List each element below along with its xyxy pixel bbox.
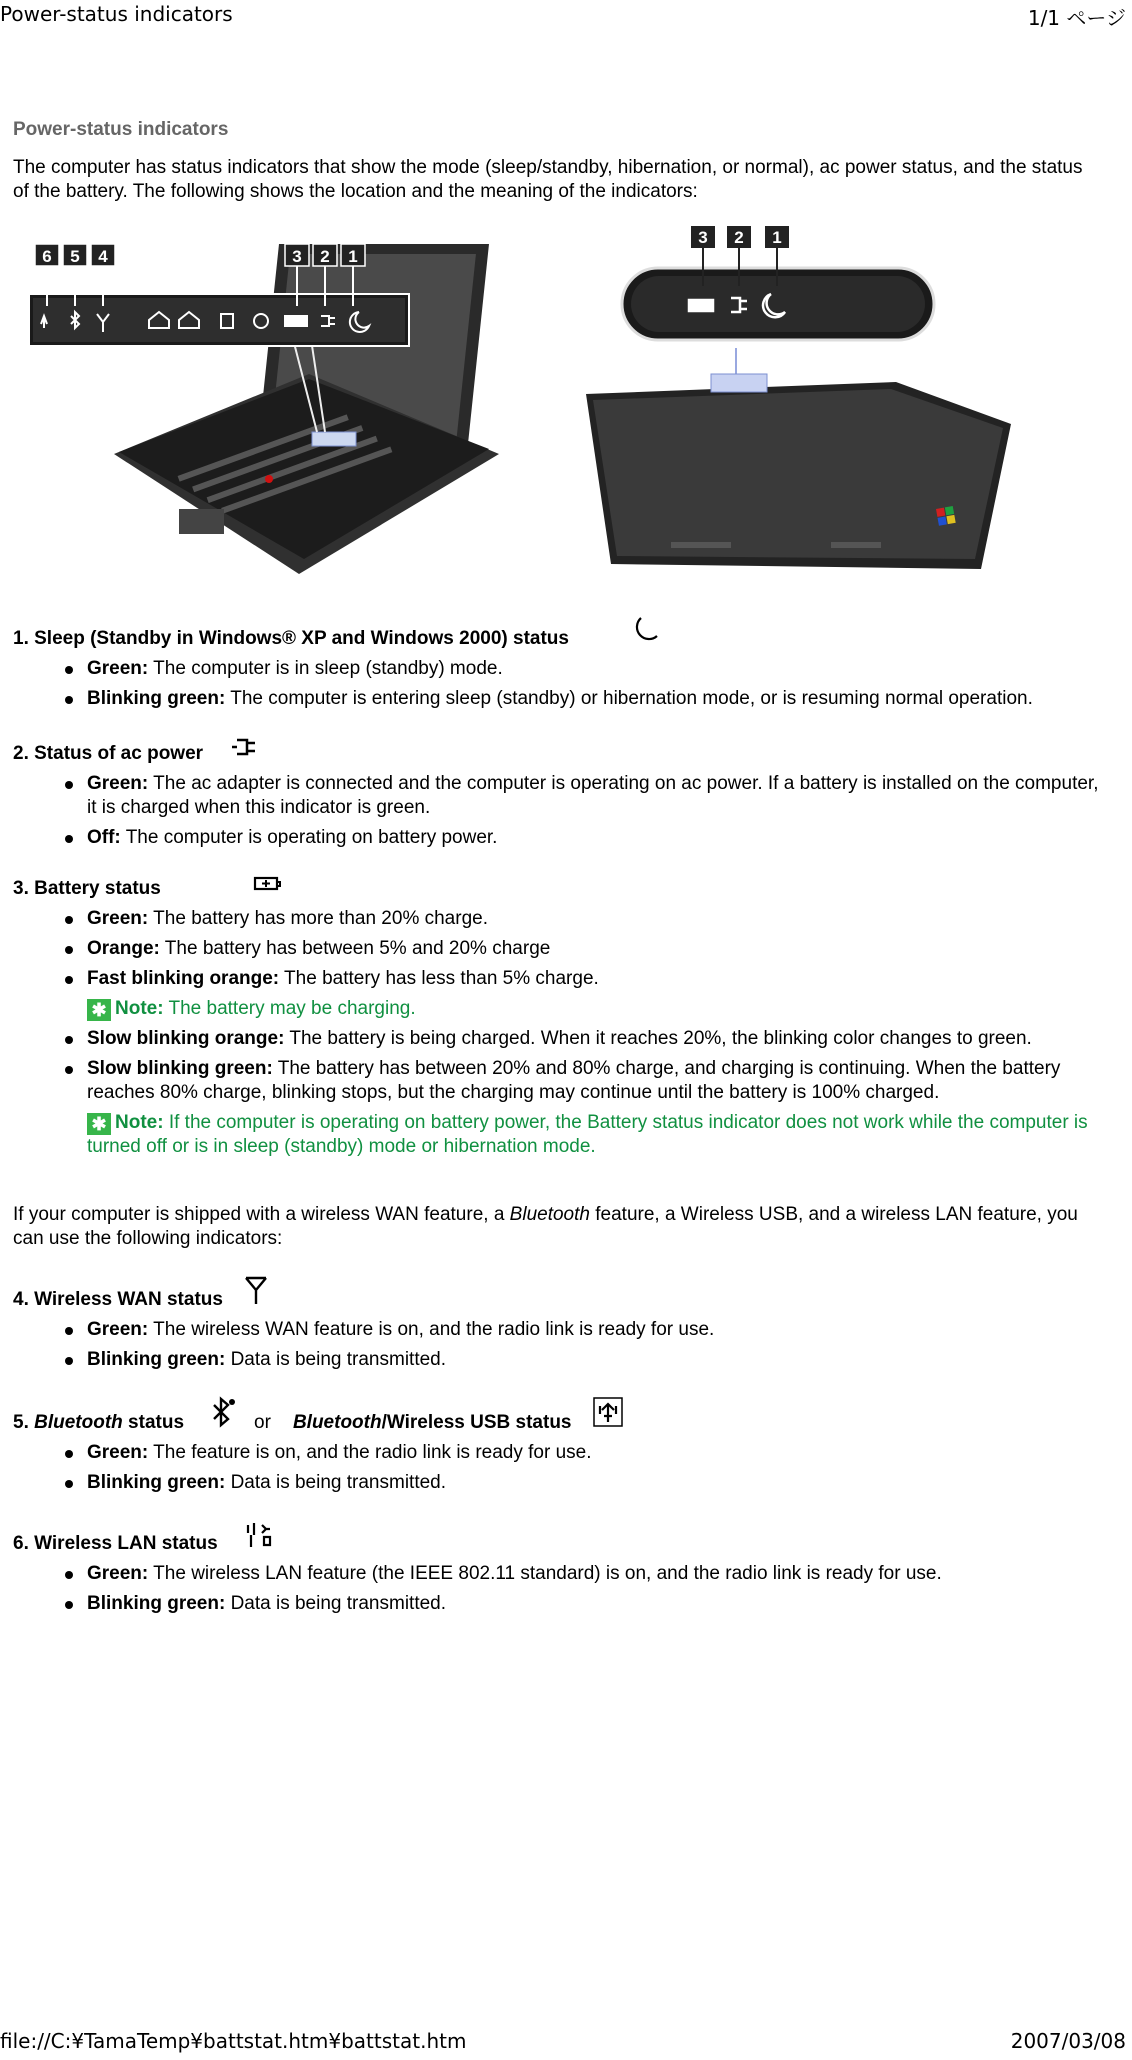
section-title bbox=[13, 735, 1113, 766]
note-battery-charging: ✱ Note: The battery may be charging. bbox=[13, 997, 1113, 1021]
list-item: Green: The feature is on, and the radio link is ready for use. bbox=[87, 1441, 1113, 1465]
list-item: Green: The battery has more than 20% charge. bbox=[87, 907, 1113, 931]
figure-label-right-2: 2 bbox=[734, 228, 744, 247]
list-item: Off: The computer is operating on battery power. bbox=[87, 826, 1113, 850]
ac-power-title: 2. Status of ac power bbox=[13, 743, 204, 764]
intro-paragraph: The computer has status indicators that show the mode (sleep/standby, hibernation, or normal), ac power status, and the status of the battery. The following shows the location and the meaning of the indicators: bbox=[13, 157, 1083, 202]
document-content bbox=[13, 118, 1113, 1616]
list-item: Fast blinking orange: The battery has less than 5% charge. bbox=[87, 967, 1113, 991]
browser-header-page: 1/1 ページ bbox=[1027, 6, 1126, 30]
wireless-lan-icon bbox=[244, 1519, 272, 1556]
laptop-open-illustration bbox=[29, 244, 509, 594]
battery-status-title: 3. Battery status bbox=[13, 878, 161, 899]
browser-footer-date: 2007/03/08 bbox=[1010, 2029, 1126, 2053]
list-item: Blinking green: The computer is entering sleep (standby) or hibernation mode, or is resuming normal operation. bbox=[87, 687, 1113, 711]
antenna-icon bbox=[243, 1275, 269, 1312]
battery-icon bbox=[253, 874, 283, 901]
list-item: Green: The ac adapter is connected and the computer is operating on ac power. If a battery is installed on the computer, it is charged when this indicator is green. bbox=[87, 772, 1113, 820]
section-title bbox=[13, 1275, 1113, 1312]
or-text: or bbox=[254, 1412, 271, 1433]
figure-label-4: 4 bbox=[98, 247, 108, 266]
wireless-wan-title: 4. Wireless WAN status bbox=[13, 1289, 223, 1310]
page-title: Power-status indicators bbox=[13, 119, 229, 140]
laptop-closed-illustration bbox=[571, 224, 1016, 579]
section-wireless-wan bbox=[13, 1275, 1113, 1372]
list-item: Orange: The battery has between 5% and 20% charge bbox=[87, 937, 1113, 961]
bluetooth-icon bbox=[210, 1396, 236, 1435]
moon-icon bbox=[629, 616, 659, 651]
note-battery-off: ✱ Note: If the computer is operating on battery power, the Battery status indicator does not work while the computer is turned off or is in sleep (standby) mode or hibernation mode. bbox=[87, 1112, 1088, 1157]
list-item: Slow blinking orange: The battery is being charged. When it reaches 20%, the blinking color changes to green. bbox=[87, 1027, 1113, 1051]
list-item: Slow blinking green: The battery has between 20% and 80% charge, and charging is continuing. When the battery reaches 80% charge, blinking stops, but the charging may continue until the battery is 100% charged. bbox=[87, 1057, 1113, 1105]
wireless-lan-title: 6. Wireless LAN status bbox=[13, 1533, 218, 1554]
figure-label-right-1: 1 bbox=[772, 228, 782, 247]
section-title bbox=[13, 1396, 1113, 1435]
note-icon: ✱ bbox=[87, 999, 111, 1021]
figure-label-right-3: 3 bbox=[698, 228, 708, 247]
section-title bbox=[13, 874, 1113, 901]
section-ac-power bbox=[13, 735, 1113, 850]
figure-label-6: 6 bbox=[42, 247, 52, 266]
list-item: Blinking green: Data is being transmitted. bbox=[87, 1592, 1113, 1616]
figure-label-5: 5 bbox=[70, 247, 80, 266]
list-item: Green: The wireless LAN feature (the IEEE 802.11 standard) is on, and the radio link is ready for use. bbox=[87, 1562, 1113, 1586]
list-item: Blinking green: Data is being transmitted. bbox=[87, 1348, 1113, 1372]
figure-label-3: 3 bbox=[292, 247, 302, 266]
wireless-usb-icon bbox=[592, 1396, 624, 1435]
list-item: Green: The computer is in sleep (standby) mode. bbox=[87, 657, 1113, 681]
indicator-figures bbox=[13, 224, 1113, 616]
note-icon: ✱ bbox=[87, 1113, 111, 1135]
figure-label-1: 1 bbox=[348, 247, 358, 266]
browser-header-title: Power-status indicators bbox=[0, 2, 233, 26]
section-title bbox=[13, 1519, 1113, 1556]
section-sleep-status bbox=[13, 616, 1113, 711]
browser-footer-url: file://C:¥TamaTemp¥battstat.htm¥battstat.htm bbox=[0, 2029, 467, 2053]
wireless-intro-paragraph: If your computer is shipped with a wireless WAN feature, a Bluetooth feature, a Wireless USB, and a wireless LAN feature, you can use the following indicators: bbox=[13, 1204, 1078, 1249]
section-battery-status bbox=[13, 874, 1113, 1159]
section-bluetooth bbox=[13, 1396, 1113, 1495]
section-title bbox=[13, 616, 1113, 651]
list-item: Blinking green: Data is being transmitted. bbox=[87, 1471, 1113, 1495]
section-wireless-lan bbox=[13, 1519, 1113, 1616]
sleep-status-title: 1. Sleep (Standby in Windows® XP and Windows 2000) status bbox=[13, 628, 569, 649]
figure-label-2: 2 bbox=[320, 247, 330, 266]
plug-icon bbox=[229, 735, 259, 766]
list-item: Green: The wireless WAN feature is on, and the radio link is ready for use. bbox=[87, 1318, 1113, 1342]
bluetooth-title: 5. Bluetooth status bbox=[13, 1412, 185, 1433]
bluetooth-wireless-usb-title: Bluetooth/Wireless USB status bbox=[292, 1412, 572, 1433]
